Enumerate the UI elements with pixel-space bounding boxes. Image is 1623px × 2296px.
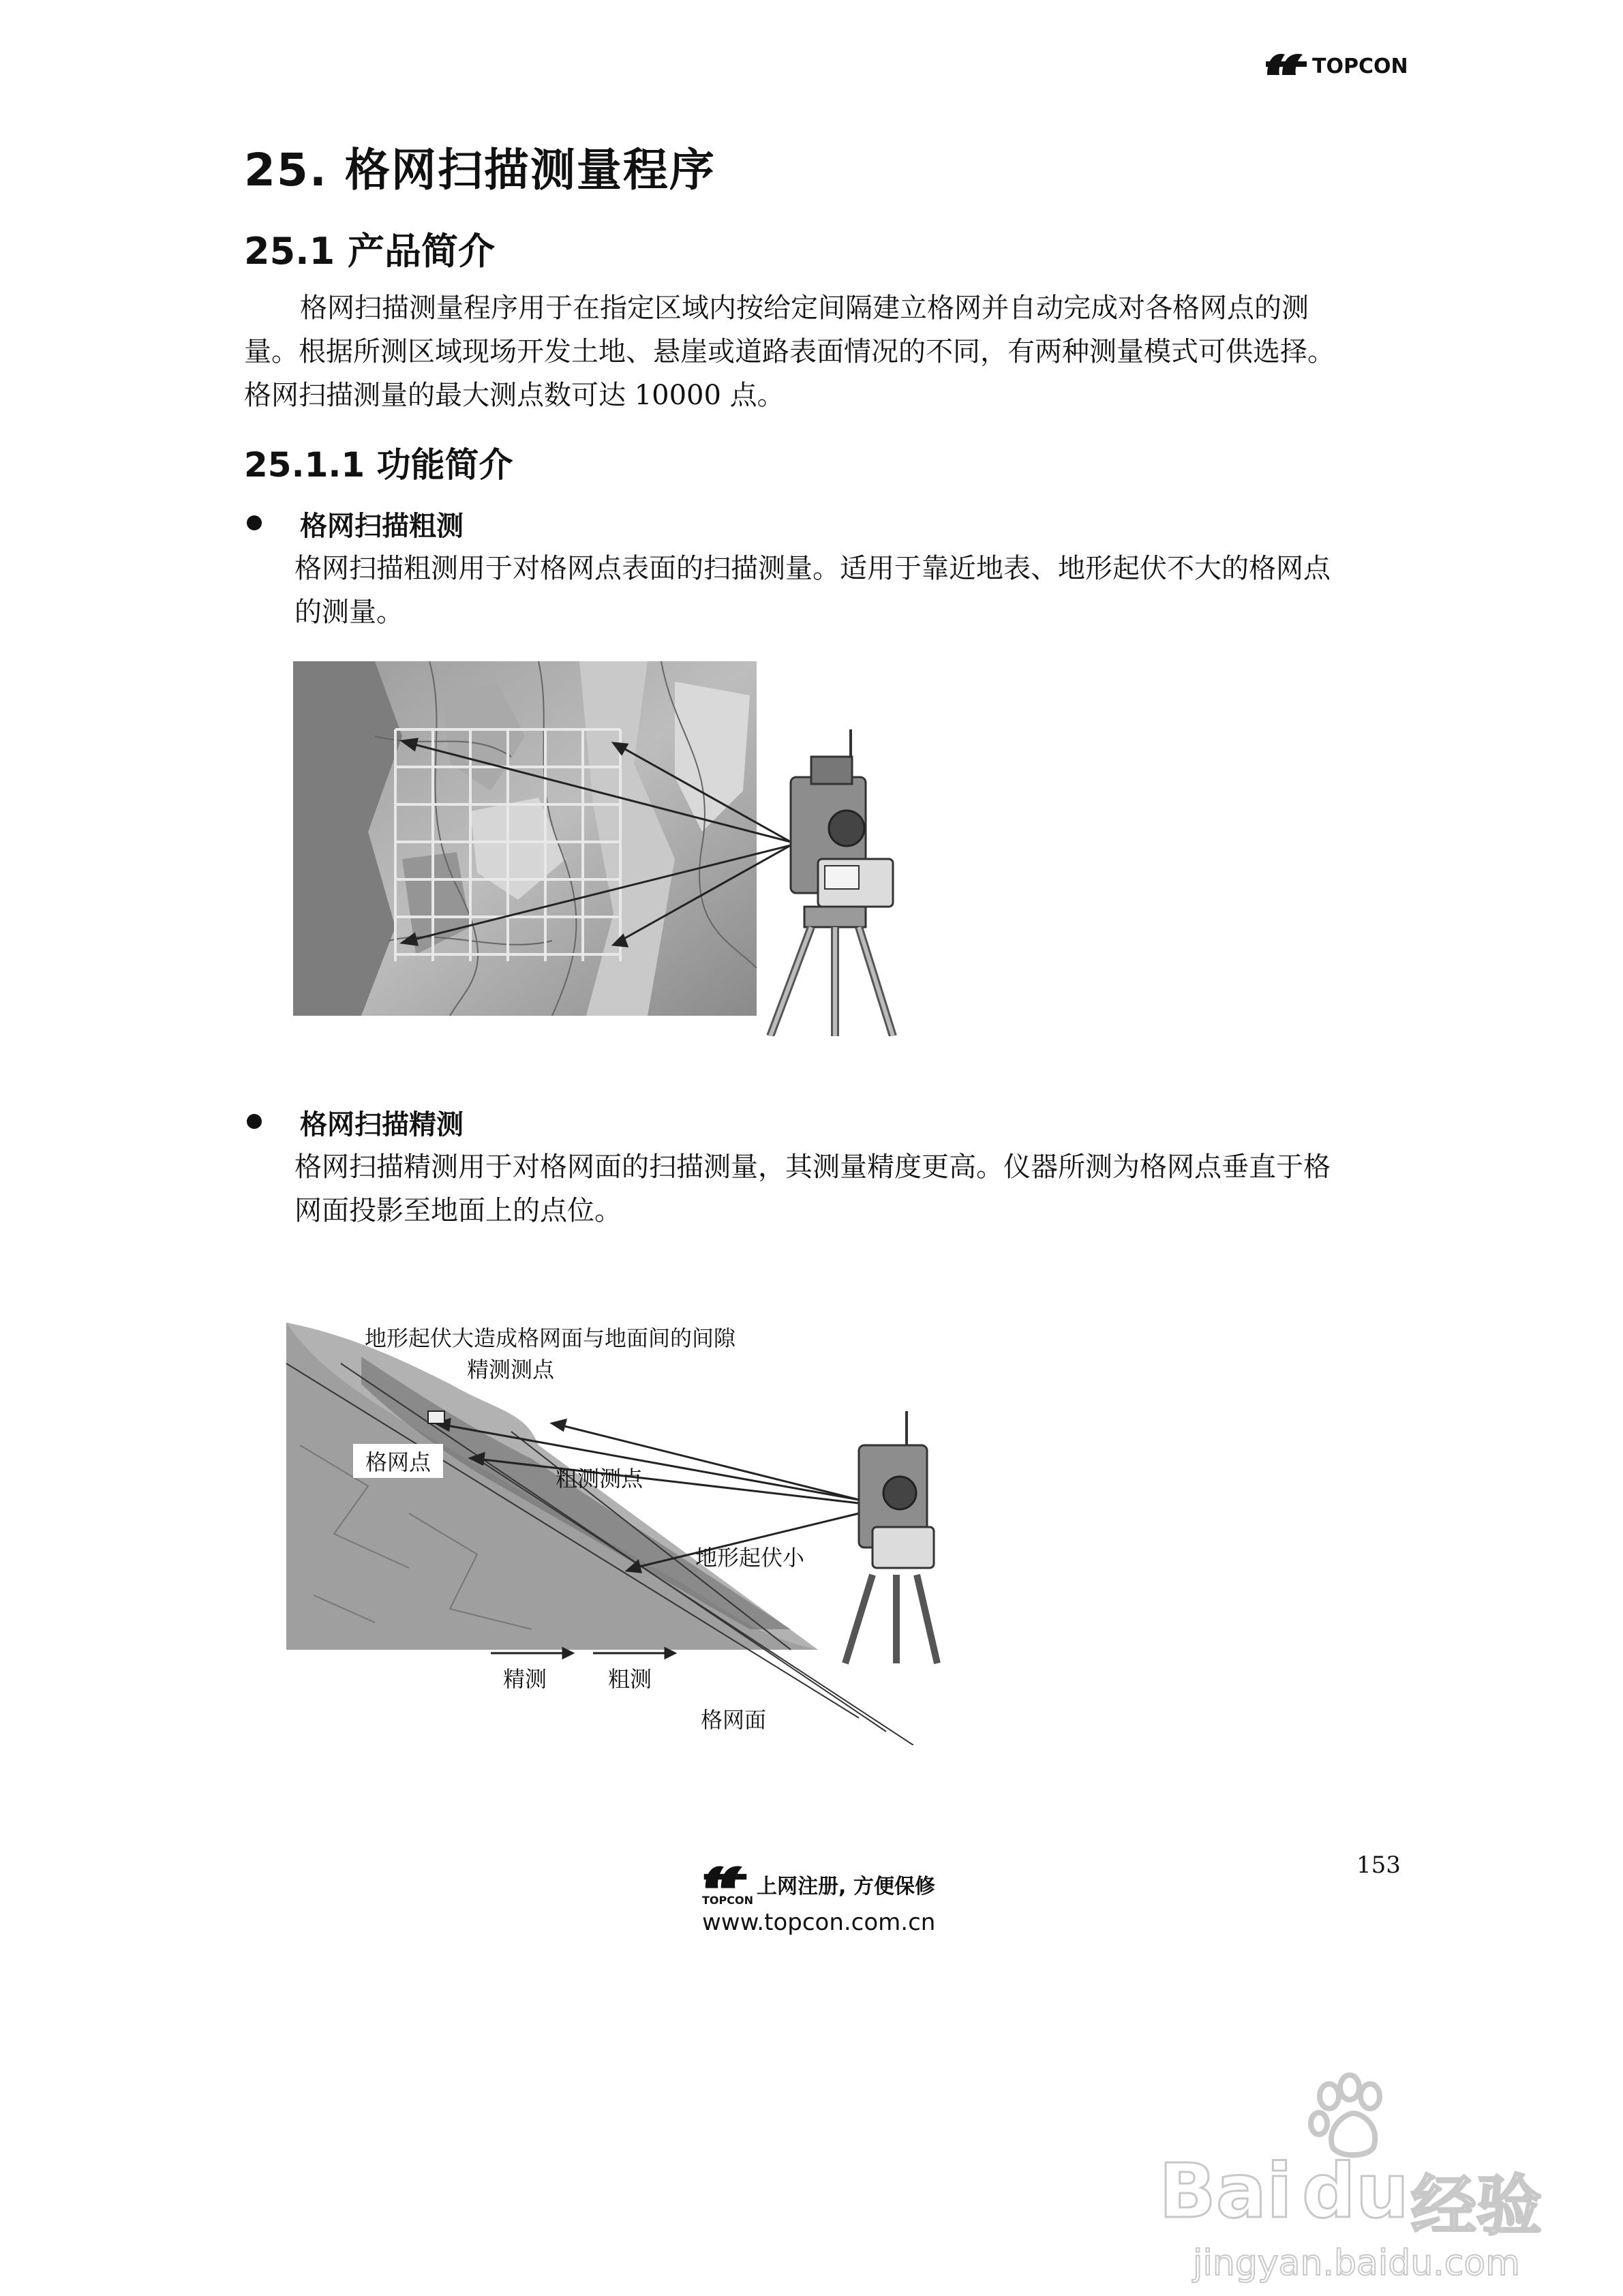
label-coarse: 粗测 (608, 1666, 652, 1692)
footer-branding (702, 1860, 988, 1942)
label-gap: 地形起伏大造成格网面与地面间的间隙 (365, 1325, 736, 1351)
label-fine: 精测 (503, 1666, 547, 1692)
footer-brand: TOPCON (702, 1894, 753, 1907)
bullet-icon (247, 1114, 262, 1129)
watermark-url: jingyan.baidu.com (1193, 2243, 1520, 2284)
intro-line: 格网扫描测量的最大测点数可达 10000 点。 (244, 380, 785, 411)
bullet-line: 格网扫描粗测用于对格网点表面的扫描测量。适用于靠近地表、地形起伏不大的格网点 (294, 553, 1331, 584)
baidu-watermark (1159, 2072, 1595, 2284)
bullet-icon (247, 515, 262, 530)
bullet-line: 格网扫描精测用于对格网面的扫描测量，其测量精度更高。仪器所测为格网点垂直于格 (294, 1151, 1331, 1183)
bullet-text-coarse (294, 547, 1412, 634)
fine-scan-illustration (273, 1309, 941, 1745)
section-title: 25.1 产品简介 (244, 230, 496, 273)
coarse-scan-illustration (293, 654, 907, 1036)
label-grid-plane: 格网面 (701, 1707, 767, 1733)
watermark-jingyan: 经验 (1411, 2168, 1542, 2244)
footer-slogan: 上网注册, 方便保修 (757, 1875, 935, 1899)
total-station-icon (770, 729, 893, 1036)
bullet-label-coarse: 格网扫描粗测 (300, 511, 464, 542)
subsection-title: 25.1.1 功能简介 (244, 445, 513, 485)
total-station-icon (845, 1411, 937, 1663)
label-coarse-point: 粗测测点 (556, 1466, 643, 1492)
bullet-line: 的测量。 (294, 596, 404, 628)
header-brand: TOPCON (1312, 55, 1408, 78)
topcon-logo-icon (1264, 48, 1309, 80)
topcon-logo-icon (702, 1860, 750, 1894)
bullet-label-fine: 格网扫描精测 (300, 1109, 464, 1141)
chapter-title: 25. 格网扫描测量程序 (244, 144, 716, 196)
header-logo (1264, 48, 1408, 80)
figure-coarse-scan (293, 654, 907, 1036)
footer-url: www.topcon.com.cn (702, 1909, 936, 1936)
intro-line: 量。根据所测区域现场开发土地、悬崖或道路表面情况的不同，有两种测量模式可供选择。 (244, 336, 1335, 367)
watermark-du: du (1302, 2147, 1410, 2235)
watermark-bai: Bai (1159, 2147, 1292, 2235)
label-grid-point: 格网点 (353, 1444, 443, 1478)
page-number: 153 (1356, 1852, 1401, 1879)
label-small-relief: 地形起伏小 (695, 1545, 805, 1571)
figure-fine-scan (273, 1309, 941, 1745)
label-fine-point: 精测测点 (467, 1357, 555, 1383)
bullet-text-fine (294, 1145, 1412, 1233)
bullet-line: 网面投影至地面上的点位。 (294, 1195, 622, 1226)
intro-line: 格网扫描测量程序用于在指定区域内按给定间隔建立格网并自动完成对各格网点的测 (300, 292, 1309, 324)
intro-paragraph (244, 286, 1403, 417)
